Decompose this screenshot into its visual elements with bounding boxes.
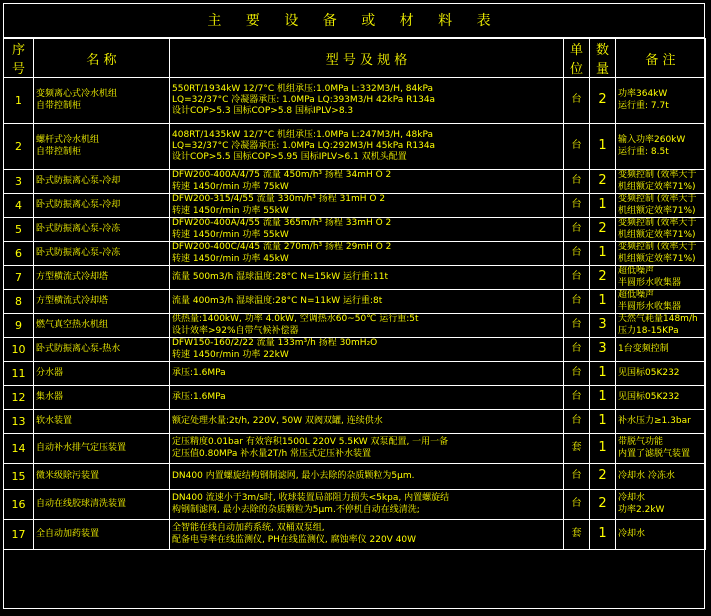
item-spec-line: 供热量:1400kW, 功率 4.0kW, 空调热水60~50℃ 运行重:5t xyxy=(172,314,419,325)
item-note-line: 半圆形水收集器 xyxy=(618,301,682,312)
item-spec-line: 配备电导率在线监测仪, PH在线监测仪, 腐蚀率仪 220V 40W xyxy=(172,534,417,545)
row-number: 6 xyxy=(4,242,34,266)
item-note-line: 补水压力≥1.3bar xyxy=(618,415,691,426)
item-quantity: 1 xyxy=(590,290,616,314)
item-spec xyxy=(170,464,564,490)
row-number: 2 xyxy=(4,124,34,170)
item-name-line: 螺杆式冷水机组 xyxy=(36,135,100,146)
item-name-line: 卧式防振离心泵-冷冻 xyxy=(36,223,121,234)
table-row xyxy=(4,464,706,490)
header-note: 备 注 xyxy=(616,39,706,78)
item-name-line: 自动补水排气定压装置 xyxy=(36,442,127,453)
item-note xyxy=(616,218,706,242)
item-note xyxy=(616,362,706,386)
item-spec-line: LQ=32/37°C 冷凝器承压: 1.0MPa LQ:393M3/H 42kPa R134a xyxy=(172,94,436,105)
item-spec-line: 转速 1450r/min 功率 55kW xyxy=(172,205,289,216)
item-note xyxy=(616,78,706,124)
item-note-line: 天然气耗量148m/h xyxy=(618,314,698,325)
item-unit: 台 xyxy=(564,218,590,242)
header-qty: 数量 xyxy=(590,39,616,78)
item-note-line: 超低噪声 xyxy=(618,266,655,277)
item-note xyxy=(616,194,706,218)
item-quantity: 1 xyxy=(590,386,616,410)
table-row xyxy=(4,490,706,520)
item-spec xyxy=(170,78,564,124)
table-row xyxy=(4,194,706,218)
header-spec: 型 号 及 规 格 xyxy=(170,39,564,78)
item-note-line: 运行重: 8.5t xyxy=(618,146,669,157)
item-spec-line: 定压精度0.01bar 有效容积1500L 220V 5.5KW 双泵配置, 一用一备 xyxy=(172,437,449,448)
item-spec-line: 全智能在线自动加药系统, 双桶双泵组, xyxy=(172,523,325,534)
item-spec-line: DFW200-400A/4/55 流量 365m/h³ 扬程 33mH O 2 xyxy=(172,218,392,229)
item-spec-line: 转速 1450r/min 功率 45kW xyxy=(172,253,289,264)
item-note-line: 冷却水 xyxy=(618,493,646,504)
row-number: 12 xyxy=(4,386,34,410)
item-note-line: 变频控制 (效率大于 xyxy=(618,194,697,205)
item-note xyxy=(616,290,706,314)
item-note-line: 机组额定效率71%) xyxy=(618,229,696,240)
item-quantity: 1 xyxy=(590,434,616,464)
item-name-line: 自带控制柜 xyxy=(36,100,82,111)
item-spec xyxy=(170,490,564,520)
item-note xyxy=(616,434,706,464)
item-name-line: 集水器 xyxy=(36,391,64,402)
item-spec xyxy=(170,520,564,550)
row-number: 10 xyxy=(4,338,34,362)
header-row xyxy=(4,39,706,78)
item-unit: 台 xyxy=(564,124,590,170)
item-unit: 台 xyxy=(564,266,590,290)
item-quantity: 2 xyxy=(590,464,616,490)
item-name-line: 自带控制柜 xyxy=(36,146,82,157)
item-unit: 台 xyxy=(564,464,590,490)
item-note-line: 变频控制 (效率大于 xyxy=(618,218,697,229)
item-quantity: 2 xyxy=(590,490,616,520)
item-note-line: 半圆形水收集器 xyxy=(618,277,682,288)
item-note-line: 冷却水 冷冻水 xyxy=(618,470,675,481)
item-name xyxy=(34,362,170,386)
item-spec xyxy=(170,218,564,242)
row-number: 15 xyxy=(4,464,34,490)
item-note-line: 机组额定效率71%) xyxy=(618,253,696,264)
item-name xyxy=(34,386,170,410)
item-name-line: 变频离心式冷水机组 xyxy=(36,89,118,100)
item-note xyxy=(616,386,706,410)
item-spec-line: 转速 1450r/min 功率 75kW xyxy=(172,181,289,192)
item-name-line: 方型横流式冷却塔 xyxy=(36,271,109,282)
item-spec-line: 额定处理水量:2t/h, 220V, 50W 双阀双罐, 连续供水 xyxy=(172,415,383,426)
item-note-line: 见国标05K232 xyxy=(618,367,680,378)
table-row xyxy=(4,78,706,124)
row-number: 17 xyxy=(4,520,34,550)
item-name-line: 燃气真空热水机组 xyxy=(36,319,109,330)
item-note-line: 运行重: 7.7t xyxy=(618,100,669,111)
item-note-line: 输入功率260kW xyxy=(618,135,686,146)
item-note-line: 变频控制 (效率大于 xyxy=(618,170,697,181)
item-spec-line: DN400 流速小于3m/s时, 收球装置局部阻力损失<5kpa, 内置螺旋结 xyxy=(172,493,450,504)
item-quantity: 1 xyxy=(590,410,616,434)
item-unit: 套 xyxy=(564,434,590,464)
item-name-line: 微米级除污装置 xyxy=(36,470,100,481)
item-name xyxy=(34,218,170,242)
item-note-line: 功率364kW xyxy=(618,89,668,100)
item-quantity: 1 xyxy=(590,520,616,550)
table-row xyxy=(4,434,706,464)
item-unit: 台 xyxy=(564,338,590,362)
item-spec-line: 定压值0.80MPa 补水量2T/h 常压式定压补水装置 xyxy=(172,448,372,459)
item-name-line: 卧式防振离心泵-冷却 xyxy=(36,175,121,186)
row-number: 11 xyxy=(4,362,34,386)
item-spec-line: DFW150-160/2/22 流量 133m³/h 扬程 30mH₂O xyxy=(172,338,378,349)
item-spec-line: 转速 1450r/min 功率 22kW xyxy=(172,349,289,360)
item-name-line: 全自动加药装置 xyxy=(36,528,100,539)
item-spec-line: 408RT/1435kW 12/7°C 机组承压:1.0MPa L:247M3/H, 48kPa xyxy=(172,129,433,140)
item-name xyxy=(34,338,170,362)
item-note-line: 内置了滤脱气装置 xyxy=(618,448,691,459)
item-unit: 台 xyxy=(564,410,590,434)
item-note-line: 带脱气功能 xyxy=(618,437,664,448)
item-unit: 台 xyxy=(564,194,590,218)
row-number: 3 xyxy=(4,170,34,194)
row-number: 4 xyxy=(4,194,34,218)
item-quantity: 3 xyxy=(590,314,616,338)
row-number: 16 xyxy=(4,490,34,520)
item-quantity: 3 xyxy=(590,338,616,362)
item-name xyxy=(34,434,170,464)
item-spec-line: 承压:1.6MPa xyxy=(172,391,226,402)
item-note xyxy=(616,242,706,266)
item-spec xyxy=(170,266,564,290)
table-row xyxy=(4,338,706,362)
item-spec xyxy=(170,290,564,314)
item-note xyxy=(616,464,706,490)
item-name xyxy=(34,170,170,194)
item-name xyxy=(34,290,170,314)
item-name xyxy=(34,520,170,550)
item-spec-line: 设计COP>5.3 国标COP>5.8 国标IPLV>8.3 xyxy=(172,106,354,117)
item-spec xyxy=(170,314,564,338)
item-name xyxy=(34,124,170,170)
table-row xyxy=(4,242,706,266)
item-note xyxy=(616,266,706,290)
item-note xyxy=(616,124,706,170)
item-name xyxy=(34,266,170,290)
table-row xyxy=(4,124,706,170)
table-row xyxy=(4,386,706,410)
table-row xyxy=(4,290,706,314)
item-name-line: 卧式防振离心泵-冷冻 xyxy=(36,247,121,258)
item-unit: 台 xyxy=(564,242,590,266)
item-name xyxy=(34,464,170,490)
item-name-line: 方型横流式冷却塔 xyxy=(36,295,109,306)
item-name xyxy=(34,78,170,124)
item-name xyxy=(34,194,170,218)
item-note-line: 变频控制 (效率大于 xyxy=(618,242,697,253)
item-spec-line: DN400 内置螺旋结构钢制滤网, 最小去除的杂质颗粒为5μm. xyxy=(172,470,415,481)
item-quantity: 1 xyxy=(590,242,616,266)
item-note-line: 冷却水 xyxy=(618,528,646,539)
item-note-line: 机组额定效率71%) xyxy=(618,181,696,192)
item-name-line: 卧式防振离心泵-热水 xyxy=(36,343,121,354)
row-number: 1 xyxy=(4,78,34,124)
item-name xyxy=(34,410,170,434)
header-no: 序号 xyxy=(4,39,34,78)
item-unit: 台 xyxy=(564,170,590,194)
item-spec-line: DFW200-315/4/55 流量 330m/h³ 扬程 31mH O 2 xyxy=(172,194,386,205)
table-row xyxy=(4,266,706,290)
item-spec xyxy=(170,386,564,410)
item-note-line: 超低噪声 xyxy=(618,290,655,301)
item-unit: 台 xyxy=(564,386,590,410)
item-name-line: 软水装置 xyxy=(36,415,73,426)
header-unit: 单位 xyxy=(564,39,590,78)
item-unit: 套 xyxy=(564,520,590,550)
item-quantity: 1 xyxy=(590,362,616,386)
item-note-line: 1台变频控制 xyxy=(618,343,669,354)
row-number: 13 xyxy=(4,410,34,434)
item-unit: 台 xyxy=(564,78,590,124)
item-quantity: 2 xyxy=(590,78,616,124)
item-name xyxy=(34,242,170,266)
row-number: 9 xyxy=(4,314,34,338)
item-note-line: 见国标05K232 xyxy=(618,391,680,402)
item-spec-line: 设计COP>5.5 国标COP>5.95 国标IPLV>6.1 双机头配置 xyxy=(172,152,407,163)
table-row xyxy=(4,218,706,242)
item-quantity: 2 xyxy=(590,266,616,290)
table-row xyxy=(4,314,706,338)
item-spec xyxy=(170,242,564,266)
item-name-line: 卧式防振离心泵-冷却 xyxy=(36,199,121,210)
item-spec xyxy=(170,194,564,218)
item-spec xyxy=(170,124,564,170)
item-note-line: 机组额定效率71%) xyxy=(618,205,696,216)
item-unit: 台 xyxy=(564,490,590,520)
item-unit: 台 xyxy=(564,290,590,314)
item-spec xyxy=(170,170,564,194)
item-note xyxy=(616,490,706,520)
table-row xyxy=(4,362,706,386)
item-spec xyxy=(170,362,564,386)
item-spec-line: DFW200-400A/4/75 流量 450m/h³ 扬程 34mH O 2 xyxy=(172,170,392,181)
item-note xyxy=(616,170,706,194)
item-note-line: 功率2.2kW xyxy=(618,504,665,515)
item-spec xyxy=(170,434,564,464)
item-spec-line: 构钢制滤网, 最小去除的杂质颗粒为5μm.不停机自动在线清洗; xyxy=(172,504,420,515)
row-number: 8 xyxy=(4,290,34,314)
item-spec-line: 550RT/1934kW 12/7°C 机组承压:1.0MPa L:332M3/H, 84kPa xyxy=(172,83,433,94)
row-number: 14 xyxy=(4,434,34,464)
table-row xyxy=(4,410,706,434)
item-spec-line: DFW200-400C/4/45 流量 270m/h³ 扬程 29mH O 2 xyxy=(172,242,392,253)
item-note xyxy=(616,410,706,434)
item-name xyxy=(34,490,170,520)
page-title: 主 要 设 备 或 材 料 表 xyxy=(207,13,501,29)
item-name-line: 自动在线胶球清洗装置 xyxy=(36,498,127,509)
item-unit: 台 xyxy=(564,314,590,338)
item-spec xyxy=(170,410,564,434)
table-row xyxy=(4,170,706,194)
item-note xyxy=(616,314,706,338)
title-bar xyxy=(3,3,705,38)
header-name: 名 称 xyxy=(34,39,170,78)
item-quantity: 1 xyxy=(590,194,616,218)
item-spec-line: 设计效率>92%自带气候补偿器 xyxy=(172,325,299,336)
item-spec xyxy=(170,338,564,362)
row-number: 7 xyxy=(4,266,34,290)
item-quantity: 2 xyxy=(590,218,616,242)
item-note xyxy=(616,338,706,362)
item-note xyxy=(616,520,706,550)
item-spec-line: 承压:1.6MPa xyxy=(172,367,226,378)
item-spec-line: 流量 500m3/h 湿球温度:28°C N=15kW 运行重:11t xyxy=(172,271,388,282)
item-name xyxy=(34,314,170,338)
equipment-table xyxy=(3,38,706,550)
table-row xyxy=(4,520,706,550)
item-name-line: 分水器 xyxy=(36,367,64,378)
item-unit: 台 xyxy=(564,362,590,386)
item-quantity: 2 xyxy=(590,170,616,194)
row-number: 5 xyxy=(4,218,34,242)
item-note-line: 压力18-15KPa xyxy=(618,325,679,336)
item-spec-line: 流量 400m3/h 湿球温度:28°C N=11kW 运行重:8t xyxy=(172,295,383,306)
item-quantity: 1 xyxy=(590,124,616,170)
item-spec-line: LQ=32/37°C 冷凝器承压: 1.0MPa LQ:292M3/H 45kPa R134a xyxy=(172,140,436,151)
item-spec-line: 转速 1450r/min 功率 55kW xyxy=(172,229,289,240)
